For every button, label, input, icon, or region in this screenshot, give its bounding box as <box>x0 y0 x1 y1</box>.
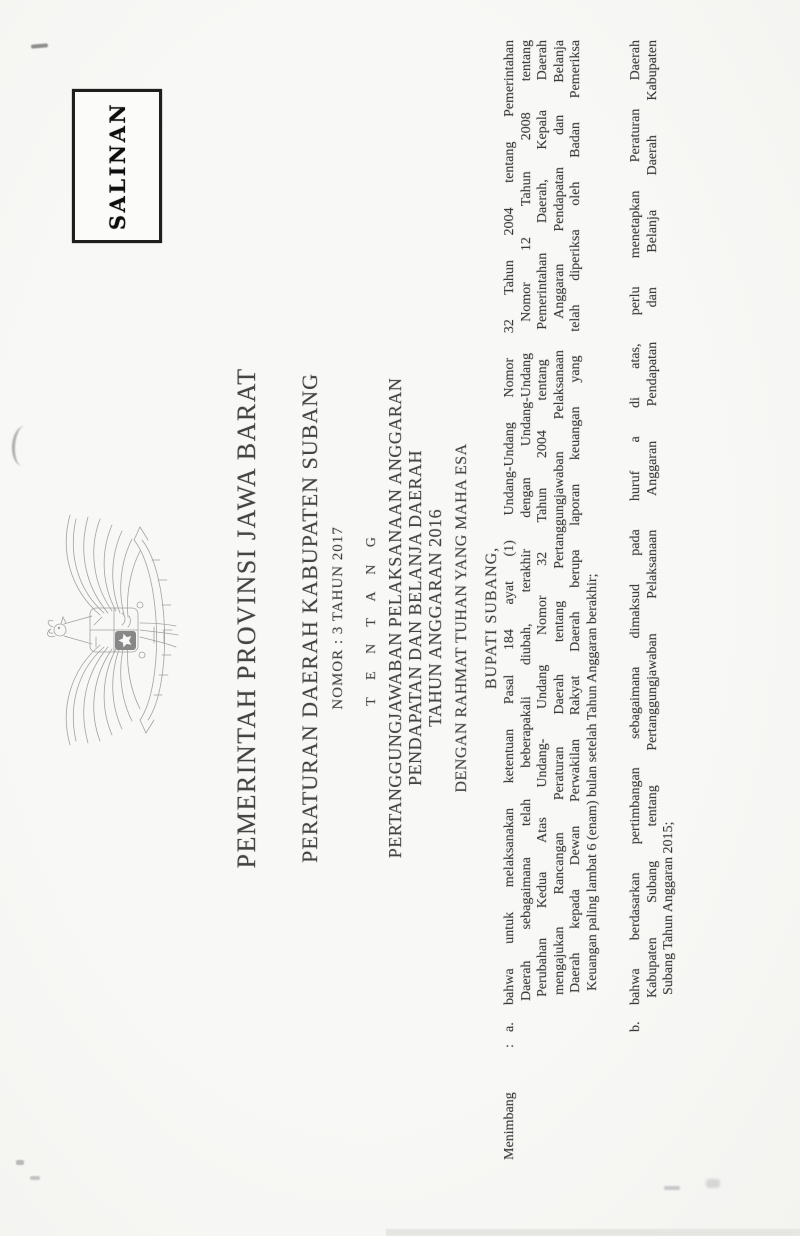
consideration-line: Keuangan paling lambat 6 (enam) bulan setelah Tahun Anggaran berakhir; <box>584 573 600 991</box>
official-name-line: BUPATI SUBANG, <box>483 546 500 690</box>
item-text <box>628 40 678 1005</box>
regulation-number: NOMOR : 3 TAHUN 2017 <box>330 526 346 710</box>
consideration-line: Subang Tahun Anggaran 2015; <box>661 821 676 995</box>
item-text <box>502 40 601 1005</box>
considering-colon: : <box>502 1044 517 1048</box>
item-marker: b. <box>628 1021 643 1032</box>
consideration-line: bahwa untuk melaksanakan ketentuan Pasal 184 ayat (1) Undang-Undang Nomor 32 Tahun 2004 tentang Pemerintahan <box>502 40 517 1005</box>
considering-section <box>502 40 678 1160</box>
considering-row <box>502 40 678 1160</box>
regulation-title: PERATURAN DAERAH KABUPATEN SUBANG <box>297 373 322 863</box>
subject-line-2: PENDAPATAN DAN BELANJA DAERAH <box>405 450 425 786</box>
consideration-line: bahwa berdasarkan pertimbangan sebagaimana dimaksud pada huruf a di atas, perlu menetapkan Peraturan Daerah <box>628 40 643 1005</box>
consideration-line: Daerah kepada Dewan Perwakilan Rakyat Daerah berupa laporan keuangan yang telah diperiksa oleh Badan Pemeriksa <box>568 40 583 993</box>
subject-line-1: PERTANGGUNGJAWABAN PELAKSANAAN ANGGARAN <box>385 377 405 859</box>
subject-line-3: TAHUN ANGGARAN 2016 <box>425 508 445 728</box>
salinan-stamp-label: SALINAN <box>104 101 130 231</box>
salinan-stamp <box>72 89 162 243</box>
consideration-line: Kabupaten Subang tentang Pertanggungjawaban Pelaksanaan Anggaran Pendapatan dan Belanja Daerah Kabupaten <box>644 40 660 998</box>
garuda-emblem-icon <box>44 505 184 755</box>
considering-item-a <box>502 40 601 1032</box>
considering-items <box>502 40 678 1032</box>
garuda-pancasila-emblem <box>44 505 184 755</box>
consideration-line: Perubahan Kedua Atas Undang- Undang Nomor 32 Tahun 2004 tentang Pemerintahan Daerah, Kepala Daerah <box>535 40 550 997</box>
consideration-line: mengajukan Rancangan Peraturan Daerah tentang Pertanggungjawaban Pelaksanaan Anggaran Pendapatan dan Belanja <box>551 40 567 995</box>
tentang-heading: T E N T A N G <box>364 530 379 706</box>
consideration-line: Daerah sebagaimana telah beberapakali diubah, terakhir dengan Undang-Undang Nomor 12 Tahun 2008 tentang <box>518 40 534 1001</box>
page-title: PEMERINTAH PROVINSI JAWA BARAT <box>232 367 261 869</box>
invocation-line: DENGAN RAHMAT TUHAN YANG MAHA ESA <box>453 443 470 793</box>
considering-label: Menimbang <box>502 1092 517 1160</box>
item-marker: a. <box>502 1022 517 1032</box>
considering-item-b <box>628 40 678 1032</box>
